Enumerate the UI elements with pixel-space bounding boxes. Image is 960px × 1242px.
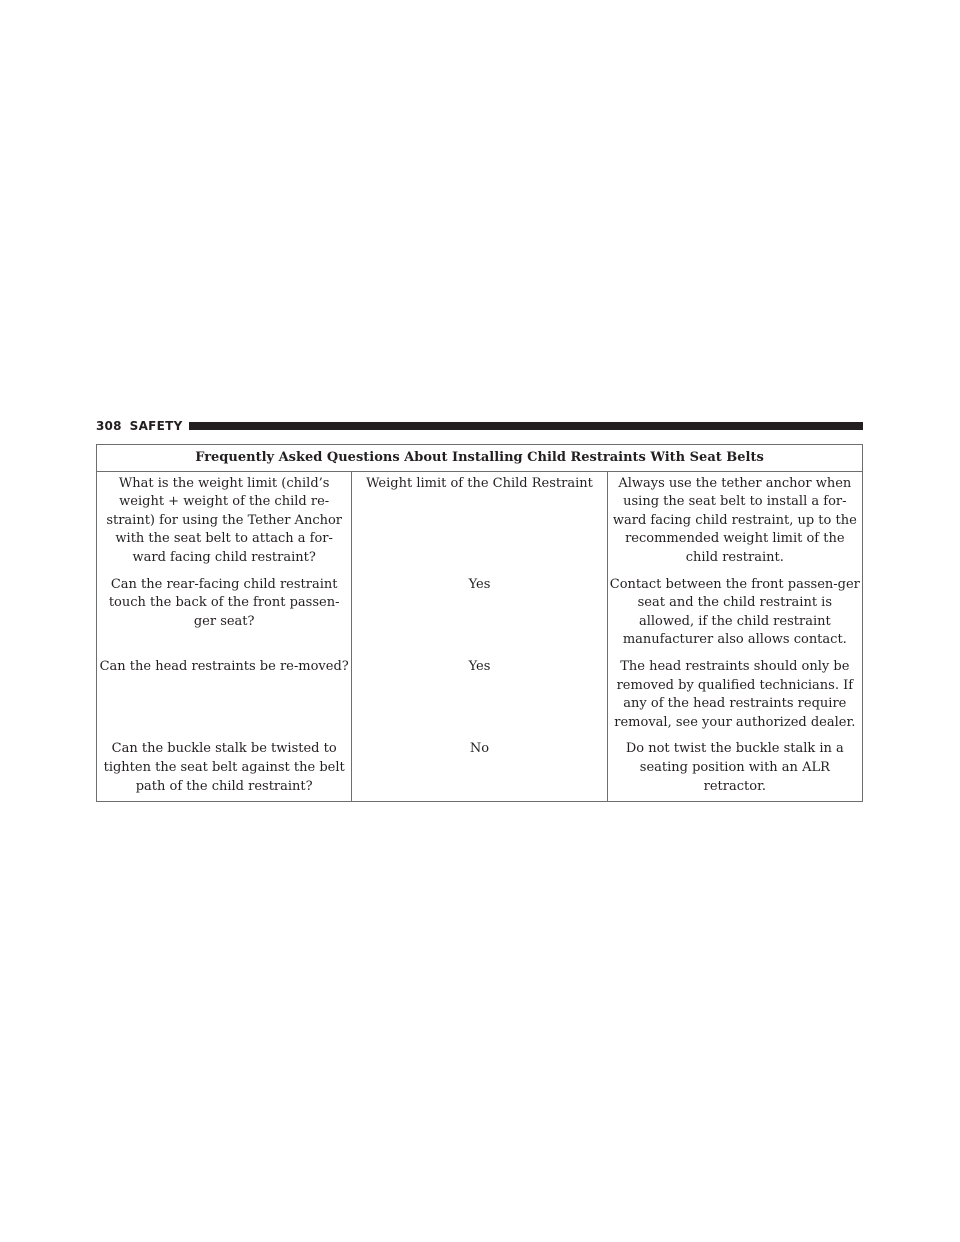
header-rule [189,422,863,430]
answer-cell: No [352,737,607,801]
question-cell: What is the weight limit (child’s weight + weight of the child re-straint) for using the Tether Anchor with the seat belt to attach a for-ward facing child restraint? [97,471,352,572]
question-cell: Can the head restraints be re-moved? [97,655,352,737]
table-row [97,573,863,655]
section-title: SAFETY [129,419,183,433]
answer-cell: Yes [352,573,607,655]
note-cell: Always use the tether anchor when using the seat belt to install a for-ward facing child restraint, up to the recommended weight limit of the child restraint. [607,471,862,572]
faq-table [96,444,863,802]
page-number: 308 [96,419,122,433]
answer-cell: Weight limit of the Child Restraint [352,471,607,572]
question-cell: Can the buckle stalk be twisted to tighten the seat belt against the belt path of the child restraint? [97,737,352,801]
table-row [97,471,863,572]
table-row [97,737,863,801]
note-cell: The head restraints should only be removed by qualified technicians. If any of the head restraints require removal, see your authorized dealer. [607,655,862,737]
note-cell: Contact between the front passen-ger seat and the child restraint is allowed, if the child restraint manufacturer also allows contact. [607,573,862,655]
answer-cell: Yes [352,655,607,737]
table-row [97,655,863,737]
note-cell: Do not twist the buckle stalk in a seating position with an ALR retractor. [607,737,862,801]
question-cell: Can the rear-facing child restraint touch the back of the front passen-ger seat? [97,573,352,655]
page-header [96,418,863,434]
table-title-row [97,445,863,472]
table-title: Frequently Asked Questions About Installing Child Restraints With Seat Belts [97,445,863,472]
